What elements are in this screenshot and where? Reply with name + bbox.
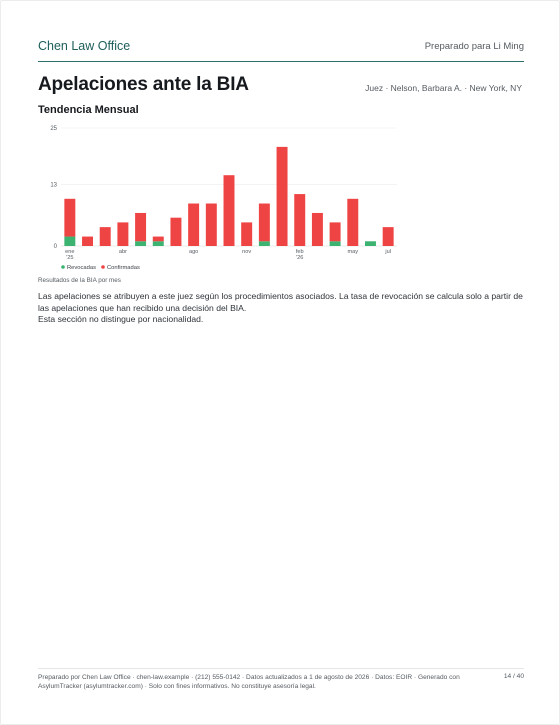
legend-swatch — [61, 265, 65, 269]
bar-revocadas — [365, 241, 376, 246]
bar-confirmadas — [330, 222, 341, 241]
bar-confirmadas — [153, 237, 164, 242]
x-tick-label-year: '25 — [66, 255, 74, 261]
body-text — [38, 291, 528, 326]
bar-confirmadas — [294, 194, 305, 246]
x-tick-label: jul — [385, 249, 391, 255]
bar-confirmadas — [347, 199, 358, 246]
x-tick-label: nov — [242, 249, 252, 255]
bar-confirmadas — [64, 199, 75, 237]
x-tick-label: abr — [118, 249, 127, 255]
bar-confirmadas — [383, 227, 394, 246]
x-tick-label: ago — [188, 249, 199, 255]
bar-confirmadas — [224, 175, 235, 246]
legend-label: Revocadas — [67, 265, 97, 271]
brand-name: Chen Law Office — [38, 39, 131, 53]
bar-confirmadas — [100, 227, 111, 246]
judge-line: Juez · Nelson, Barbara A. · New York, NY — [365, 83, 522, 93]
bar-confirmadas — [82, 237, 93, 246]
bar-revocadas — [153, 241, 164, 246]
section-title: Tendencia Mensual — [38, 104, 139, 116]
y-tick-label: 25 — [50, 126, 57, 132]
bar-confirmadas — [170, 218, 181, 246]
legend-label: Confirmadas — [107, 265, 140, 271]
bar-confirmadas — [277, 147, 288, 246]
bar-confirmadas — [241, 222, 252, 246]
bar-revocadas — [330, 241, 341, 246]
chart-caption: Resultados de la BIA por mes — [38, 277, 121, 284]
y-tick-label: 13 — [50, 182, 57, 189]
y-tick-label: 0 — [53, 244, 57, 250]
bar-confirmadas — [135, 213, 146, 241]
footer-text: Preparado por Chen Law Office · chen-law.example · (212) 555-0142 · Datos actualizados a 1 de agosto de 2026 · Datos: EOIR · Generado con AsylumTracker (asylumtracker.com) · Solo con fines informativos. No constituye asesoría legal. — [38, 674, 460, 690]
x-tick-label-year: '26 — [296, 255, 304, 261]
bar-confirmadas — [206, 204, 217, 246]
page-title: Apelaciones ante la BIA — [38, 74, 249, 95]
bar-revocadas — [135, 241, 146, 246]
monthly-trend-chart — [31, 119, 411, 279]
x-tick-label: ene — [65, 249, 75, 255]
body-paragraph-1: Las apelaciones se atribuyen a este juez según los procedimientos asociados. La tasa de revocación se calcula solo a partir de las apelaciones que han recibido una decisión del BIA. — [38, 291, 523, 313]
page-header — [38, 39, 524, 62]
x-tick-label: may — [347, 249, 359, 255]
bar-confirmadas — [117, 222, 128, 246]
x-tick-label: feb — [295, 249, 304, 255]
bar-revocadas — [64, 237, 75, 246]
bar-confirmadas — [312, 213, 323, 246]
prepared-for: Preparado para Li Ming — [424, 41, 524, 52]
page-footer — [38, 668, 524, 691]
legend-swatch — [101, 265, 105, 269]
page-number: 14 / 40 — [503, 673, 524, 680]
bar-revocadas — [259, 241, 270, 246]
body-paragraph-2: Esta sección no distingue por nacionalidad. — [38, 314, 204, 324]
bar-confirmadas — [259, 204, 270, 242]
bar-confirmadas — [188, 204, 199, 246]
